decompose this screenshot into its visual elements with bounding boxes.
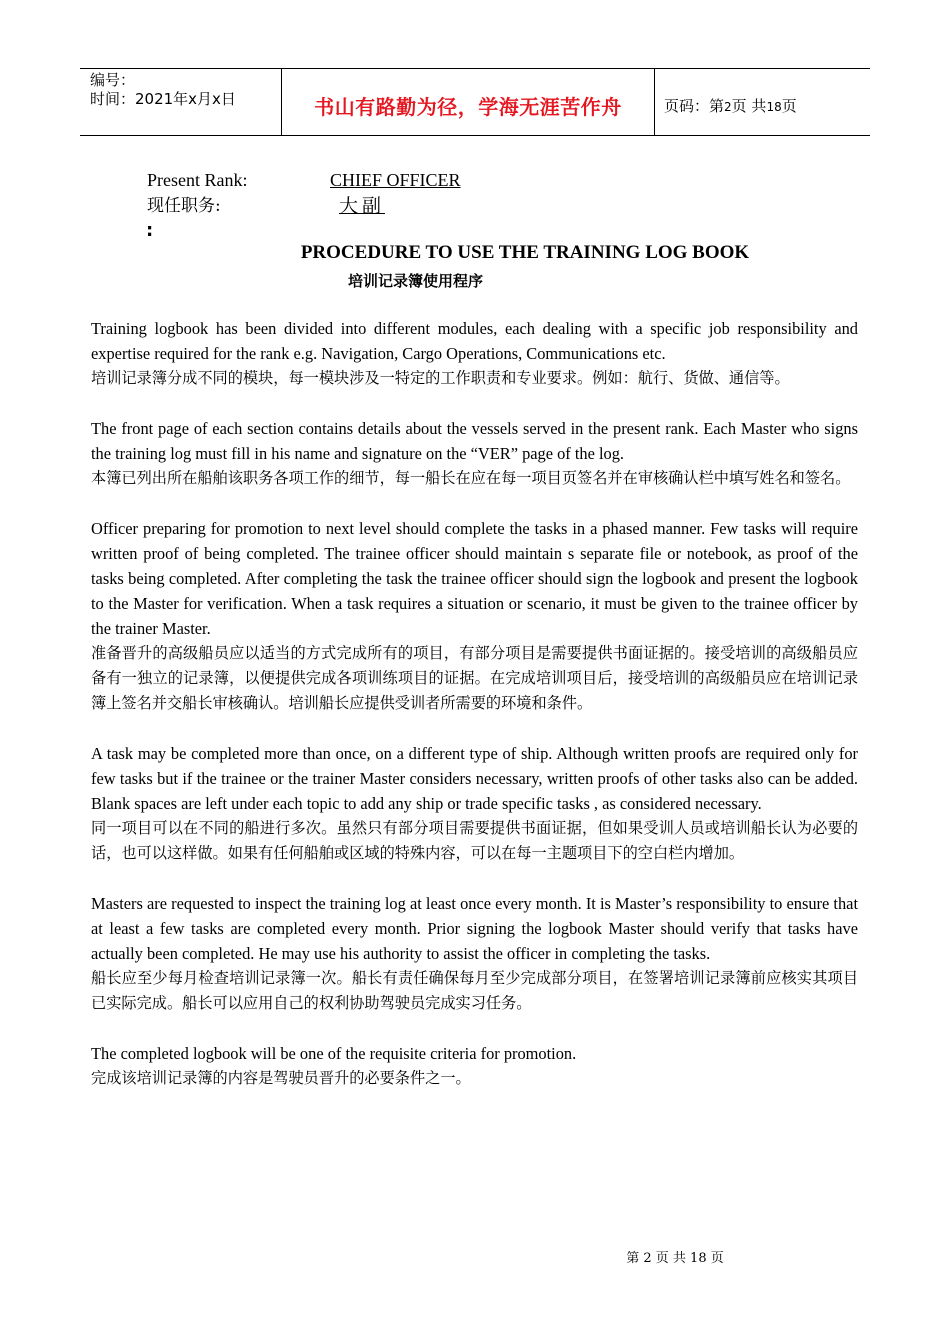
paragraph-cn: 船长应至少每月检查培训记录簿一次。船长有责任确保每月至少完成部分项目，在签署培训记录簿前应核实其项目已实际完成。船长可以应用自己的权利协助驾驶员完成实习任务。 (91, 969, 858, 1012)
header-middle-cell (281, 69, 655, 135)
paragraph (91, 741, 858, 866)
procedure-title: PROCEDURE TO USE THE TRAINING LOG BOOK (300, 242, 750, 263)
page-suffix: 页 (781, 97, 797, 115)
paragraph-en: Masters are requested to inspect the training log at least once every month. It is Master’s responsibility to ensure that at least a few tasks are completed every month. Prior signing the logbook Master should verify that tasks have actually been completed. He may use his authority to assist the officer in completing the tasks. (91, 894, 858, 963)
procedure-title-cn: 培训记录簿使用程序 (348, 272, 484, 290)
page-number: 2 (724, 100, 732, 114)
time-label: 时间：2021年x月x日 (90, 90, 236, 108)
code-label: 编号： (90, 71, 136, 89)
page-info (664, 95, 797, 116)
header-right-cell (655, 69, 870, 135)
paragraph-cn: 培训记录簿分成不同的模块，每一模块涉及一特定的工作职责和专业要求。例如：航行、货做、通信等。 (91, 369, 790, 387)
present-rank-label: Present Rank: (147, 170, 248, 190)
paragraph-cn: 完成该培训记录簿的内容是驾驶员晋升的必要条件之一。 (91, 1069, 471, 1087)
paragraph-en: Officer preparing for promotion to next level should complete the tasks in a phased manner. Few tasks will require written proof of being completed. The trainee officer should maintain s separate file or notebook, as proof of the tasks being completed. After completing the task the trainee officer should sign the logbook and present the logbook to the Master for verification. When a task requires a situation or scenario, it must be given to the trainee officer by the trainer Master. (91, 519, 858, 638)
page-mid: 页 共 (731, 97, 767, 115)
paragraph-cn: 同一项目可以在不同的船进行多次。虽然只有部分项目需要提供书面证据，但如果受训人员或培训船长认为必要的话，也可以这样做。如果有任何船舶或区域的特殊内容，可以在每一主题项目下的空白栏内增加。 (91, 819, 858, 862)
document-body (91, 316, 858, 1116)
paragraph (91, 1041, 858, 1091)
paragraph (91, 416, 858, 491)
paragraph-en: A task may be completed more than once, on a different type of ship. Although written proofs are required only for few tasks but if the trainee or the trainer Master considers necessary, written proofs of other tasks also can be added. Blank spaces are left under each topic to add any ship or trade specific tasks , as considered necessary. (91, 744, 858, 813)
paragraph (91, 316, 858, 391)
paragraph-en: The front page of each section contains details about the vessels served in the present rank. Each Master who signs the training log must fill in his name and signature on the “VER” page of the log. (91, 419, 858, 463)
paragraph-cn: 本簿已列出所在船舶该职务各项工作的细节，每一船长在应在每一项目页签名并在审核确认栏中填写姓名和签名。 (91, 469, 851, 487)
present-rank-value-cn: 大副 (339, 195, 386, 217)
paragraph (91, 516, 858, 716)
paragraph-en: Training logbook has been divided into different modules, each dealing with a specific job responsibility and expertise required for the rank e.g. Navigation, Cargo Operations, Communications etc. (91, 319, 858, 363)
paragraph-cn: 准备晋升的高级船员应以适当的方式完成所有的项目，有部分项目是需要提供书面证据的。接受培训的高级船员应备有一独立的记录簿，以便提供完成各项训练项目的证据。在完成培训项目后，接受培训的高级船员应在培训记录簿上签名并交船长审核确认。培训船长应提供受训者所需要的环境和条件。 (91, 644, 858, 712)
motto: 书山有路勤为径，学海无涯苦作舟 (314, 95, 622, 119)
page-footer: 第 2 页 共 18 页 (626, 1251, 724, 1266)
page-header (80, 68, 870, 136)
present-rank-label-cn: 现任职务: (147, 196, 221, 216)
paragraph (91, 891, 858, 1016)
paragraph-en: The completed logbook will be one of the requisite criteria for promotion. (91, 1044, 577, 1063)
colon-mark: : (146, 220, 154, 241)
page-prefix: 页码：第 (664, 97, 725, 115)
page-total: 18 (766, 100, 782, 114)
present-rank-value: CHIEF OFFICER (330, 170, 461, 190)
header-left-cell (80, 69, 281, 135)
